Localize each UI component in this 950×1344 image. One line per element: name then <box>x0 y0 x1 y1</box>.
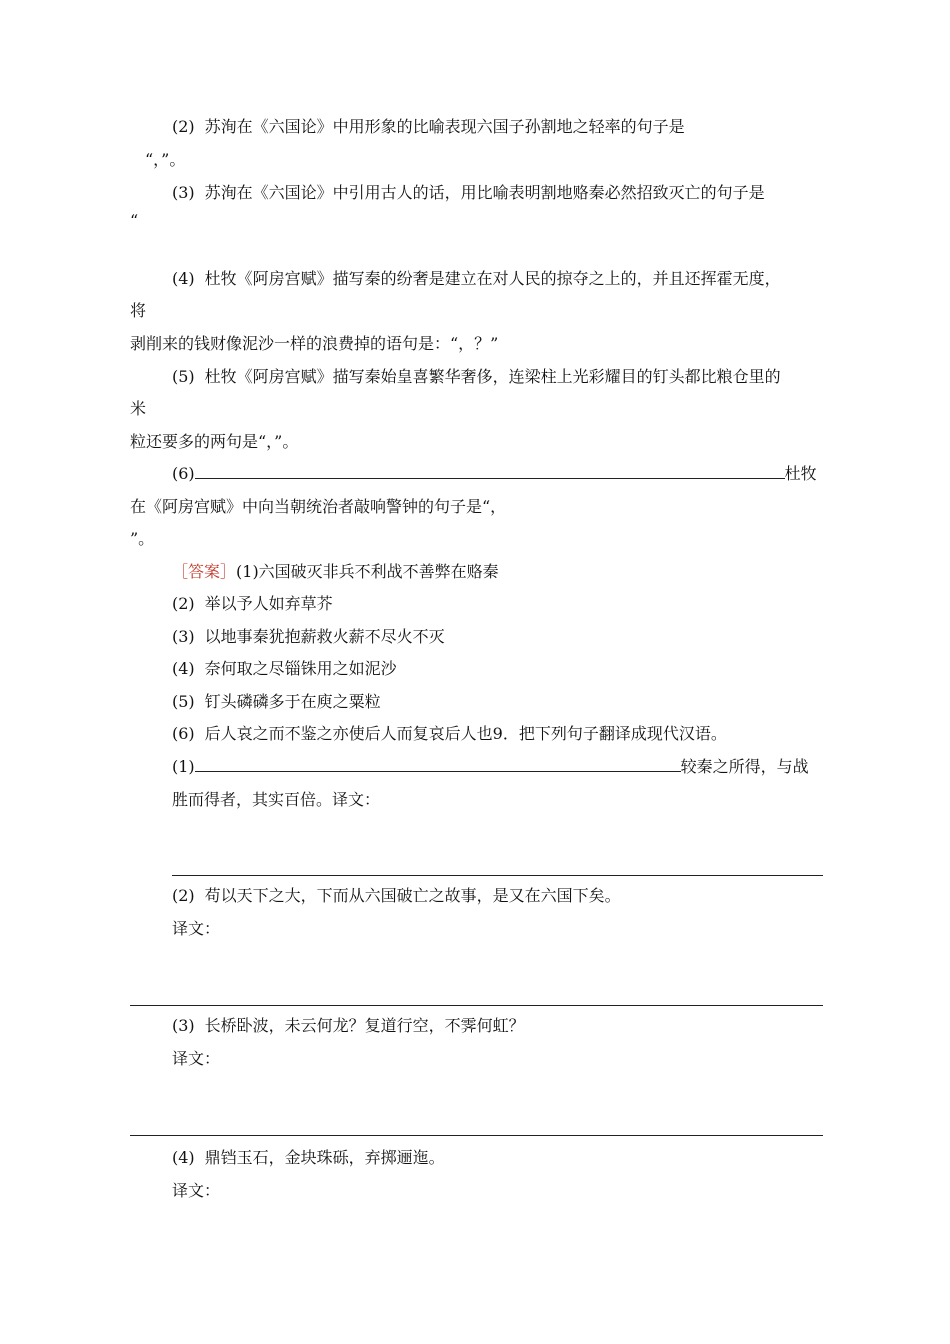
q6-line <box>172 463 817 485</box>
answer-3-number: (3) <box>172 627 195 646</box>
t4-text: 鼎铛玉石，金块珠砾，弃掷逦迤。 <box>204 1148 445 1167</box>
answer-4: 奈何取之尽锱铢用之如泥沙 <box>204 659 397 678</box>
t2-answer-line[interactable] <box>130 1005 823 1006</box>
answer-3: 以地事秦犹抱薪救火薪不尽火不灭 <box>204 627 445 646</box>
q6-number: (6) <box>172 464 195 483</box>
q6-continuation-2: ”。 <box>130 529 155 548</box>
q3-line <box>172 182 765 204</box>
answer-2-number: (2) <box>172 594 195 613</box>
q4-continuation-2: 剥削来的钱财像泥沙一样的浪费掉的语句是：“，？” <box>130 334 499 353</box>
t1-tail: 较秦之所得，与战 <box>680 757 809 776</box>
q3-text: 苏洵在《六国论》中引用古人的话，用比喻表明割地赂秦必然招致灭亡的句子是 <box>204 183 765 202</box>
q3-number: (3) <box>172 183 195 202</box>
q2-number: (2) <box>172 117 195 136</box>
answer-4-number: (4) <box>172 659 195 678</box>
t3-answer-line[interactable] <box>130 1135 823 1136</box>
t1-number: (1) <box>172 757 195 776</box>
t3-text: 长桥卧波，未云何龙？复道行空，不霁何虹？ <box>204 1016 525 1035</box>
t2-number: (2) <box>172 886 195 905</box>
answer-line-6 <box>172 723 727 745</box>
answer-6-number: (6) <box>172 724 195 743</box>
q5-number: (5) <box>172 367 195 386</box>
q4-continuation-1: 将 <box>130 301 147 320</box>
q5-text: 杜牧《阿房宫赋》描写秦始皇喜繁华奢侈，连梁柱上光彩耀目的钉头都比粮仓里的 <box>204 367 781 386</box>
t3-label: 译文： <box>172 1049 221 1068</box>
q6-tail: 杜牧 <box>784 464 817 483</box>
answer-line-4 <box>172 658 397 680</box>
t2-line <box>172 885 621 907</box>
answer-line-2 <box>172 593 333 615</box>
t1-answer-line[interactable] <box>172 875 823 876</box>
answer-1: (1)六国破灭非兵不利战不善弊在赂秦 <box>236 562 499 581</box>
t3-number: (3) <box>172 1016 195 1035</box>
q2-continuation: “，”。 <box>145 150 186 169</box>
q5-continuation-1: 米 <box>130 399 147 418</box>
t4-label: 译文： <box>172 1181 221 1200</box>
q6-blank-line <box>195 464 785 479</box>
q2-text: 苏洵在《六国论》中用形象的比喻表现六国子孙割地之轻率的句子是 <box>204 117 685 136</box>
q3-continuation: “ <box>130 211 139 230</box>
q5-line <box>172 366 781 388</box>
answer-line-5 <box>172 691 381 713</box>
q6-continuation-1: 在《阿房宫赋》中向当朝统治者敲响警钟的句子是“， <box>130 497 507 516</box>
q4-text: 杜牧《阿房宫赋》描写秦的纷奢是建立在对人民的掠夺之上的，并且还挥霍无度， <box>204 269 781 288</box>
answer-5-number: (5) <box>172 692 195 711</box>
t4-number: (4) <box>172 1148 195 1167</box>
t1-blank-line <box>195 757 681 772</box>
q4-number: (4) <box>172 269 195 288</box>
answer-line-3 <box>172 626 445 648</box>
q4-line <box>172 268 781 290</box>
q2-line <box>172 116 685 138</box>
answer-line-1 <box>172 561 499 583</box>
t3-line <box>172 1015 525 1037</box>
t1-continuation: 胜而得者，其实百倍。译文： <box>172 790 381 809</box>
t4-line <box>172 1147 445 1169</box>
answer-tag: ［答案］ <box>172 562 237 581</box>
t2-label: 译文： <box>172 919 221 938</box>
answer-2: 举以予人如弃草芥 <box>204 594 333 613</box>
t2-text: 苟以天下之大，下而从六国破亡之故事，是又在六国下矣。 <box>204 886 621 905</box>
answer-5: 钉头磷磷多于在庾之粟粒 <box>204 692 381 711</box>
t1-line <box>172 756 809 778</box>
q5-continuation-2: 粒还要多的两句是“，”。 <box>130 432 299 451</box>
answer-6: 后人哀之而不鉴之亦使后人而复哀后人也9．把下列句子翻译成现代汉语。 <box>204 724 727 743</box>
